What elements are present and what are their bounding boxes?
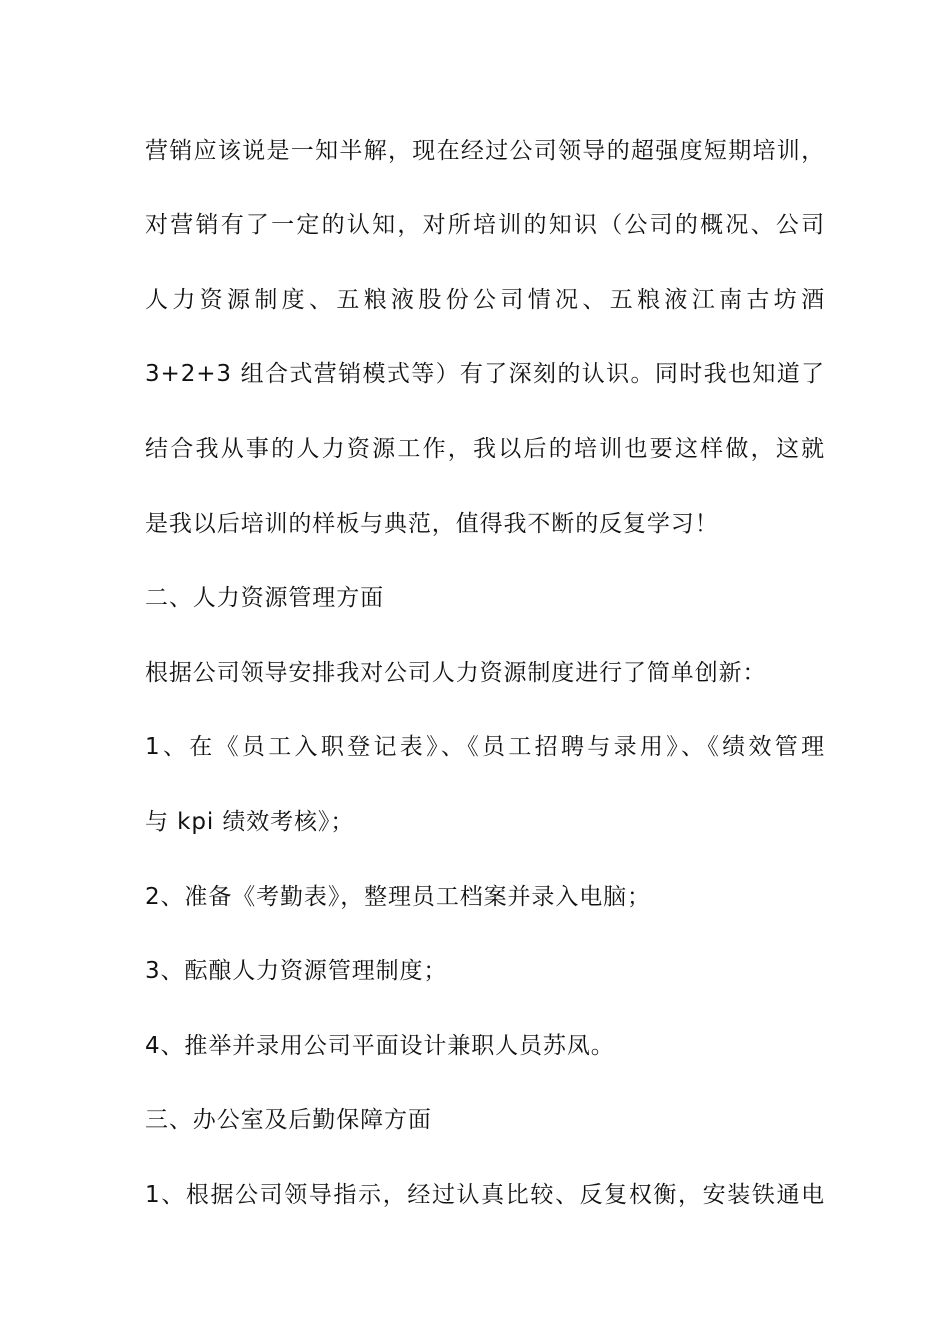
paragraph-line-6: 是我以后培训的样板与典范，值得我不断的反复学习！ (145, 511, 719, 537)
paragraph-line-3: 人力资源制度、五粮液股份公司情况、五粮液江南古坊酒 (145, 287, 825, 313)
section-heading-office: 三、办公室及后勤保障方面 (145, 1107, 432, 1133)
list-item-office-1: 1、根据公司领导指示，经过认真比较、反复权衡，安装铁通电 (145, 1182, 825, 1208)
paragraph-line-4: 3+2+3 组合式营销模式等）有了深刻的认识。同时我也知道了 (145, 361, 825, 387)
list-item-4: 4、推举并录用公司平面设计兼职人员苏凤。 (145, 1033, 615, 1059)
list-item-2: 2、准备《考勤表》，整理员工档案并录入电脑； (145, 884, 651, 910)
list-item-3: 3、酝酿人力资源管理制度； (145, 958, 448, 984)
paragraph-line-5: 结合我从事的人力资源工作，我以后的培训也要这样做，这就 (145, 436, 825, 462)
paragraph-intro: 根据公司领导安排我对公司人力资源制度进行了简单创新： (145, 660, 767, 686)
section-heading-hr: 二、人力资源管理方面 (145, 585, 384, 611)
list-item-1-cont: 与 kpi 绩效考核》； (145, 809, 355, 835)
paragraph-line-2: 对营销有了一定的认知，对所培训的知识（公司的概况、公司 (145, 212, 825, 238)
list-item-1: 1、在《员工入职登记表》、《员工招聘与录用》、《绩效管理 (145, 734, 825, 760)
paragraph-line-1: 营销应该说是一知半解，现在经过公司领导的超强度短期培训， (145, 138, 825, 164)
